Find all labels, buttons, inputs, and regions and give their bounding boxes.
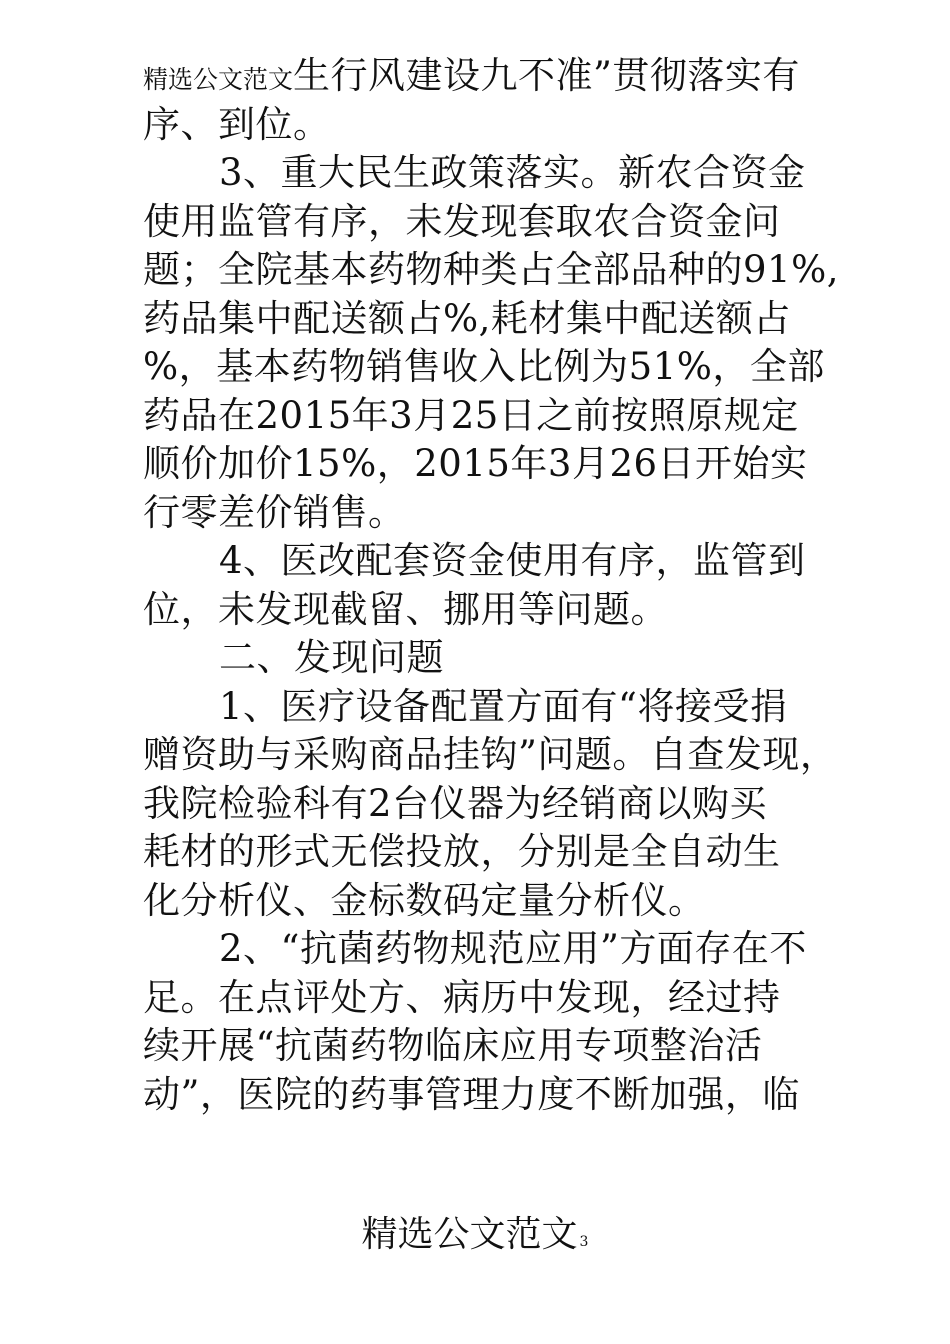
header-label: 精选公文范文 [143,65,294,94]
text-line: 序、到位。 [143,102,331,146]
text-line: 使用监管有序，未发现套取农合资金问 [143,199,781,243]
text-line: 位，未发现截留、挪用等问题。 [143,587,668,631]
section-heading: 二、发现问题 [219,636,444,679]
text-line: 行零差价销售。 [143,490,406,534]
text-line: 化分析仪、金标数码定量分析仪。 [143,878,706,922]
paragraph-start: 1、医疗设备配置方面有“将接受捐 [219,684,788,728]
footer-label: 精选公文范文 [361,1214,578,1255]
page-footer [0,1213,950,1264]
paragraph-start: 2、“抗菌药物规范应用”方面存在不 [219,927,807,970]
text-line: 动”，医院的药事管理力度不断加强，临 [143,1072,800,1116]
text-line: 顺价加价15%，2015年3月26日开始实 [143,442,808,485]
text-line: 药品集中配送额占%,耗材集中配送额占 [143,296,791,340]
text-line: %，基本药物销售收入比例为51%，全部 [143,345,825,388]
page-number: 3 [579,1234,589,1250]
text-line: 续开展“抗菌药物临床应用专项整治活 [143,1024,763,1067]
line-text: 生行风建设九不准”贯彻落实有 [293,54,800,97]
text-line: 赠资助与采购商品挂钩”问题。自查发现， [143,733,838,776]
text-line: 题；全院基本药物种类占全部品种的91%, [143,248,839,291]
text-line: 药品在2015年3月25日之前按照原规定 [143,393,799,437]
text-line: 我院检验科有2台仪器为经销商以购买 [143,781,768,825]
paragraph-start: 4、医改配套资金使用有序，监管到 [219,539,806,582]
paragraph-start: 3、重大民生政策落实。新农合资金 [219,151,806,194]
text-line: 耗材的形式无偿投放，分别是全自动生 [143,830,781,873]
document-body [143,52,839,1119]
text-line: 足。在点评处方、病历中发现，经过持 [143,975,781,1019]
text-line [143,52,833,101]
